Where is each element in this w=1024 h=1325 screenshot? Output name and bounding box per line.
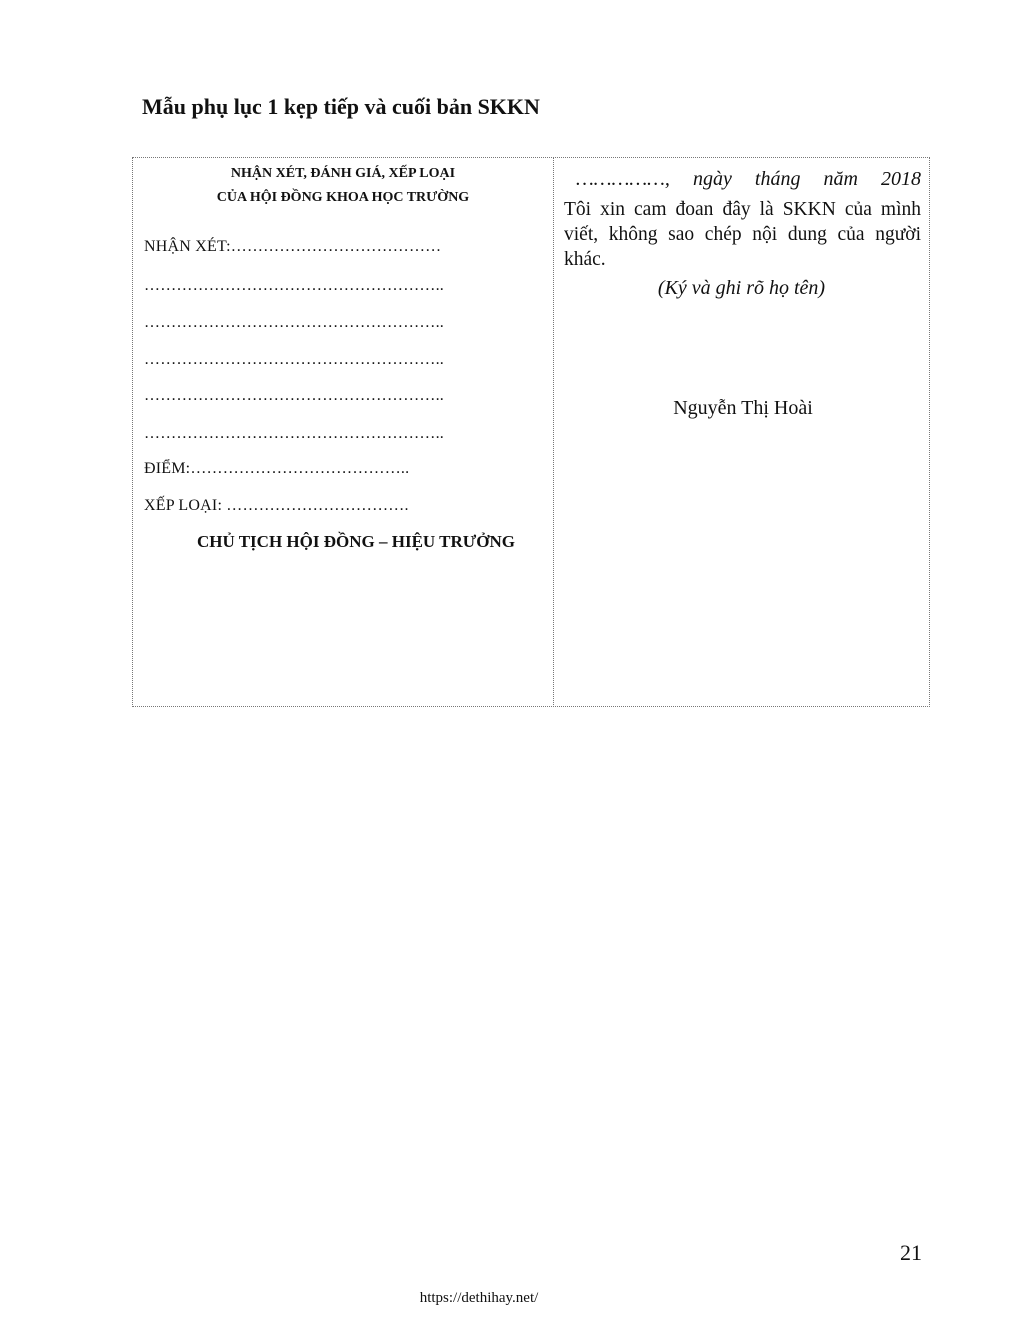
score-field: ĐIỂM:………………………………….. — [144, 460, 410, 477]
evaluation-heading: NHẬN XÉT, ĐÁNH GIÁ, XẾP LOẠI — [230, 166, 456, 181]
comment-dotted-line: ……………………………………………….. — [144, 425, 444, 442]
comment-field: NHẬN XÉT:………………………………… — [144, 238, 442, 255]
comment-dotted-line: ……………………………………………….. — [144, 314, 444, 331]
comment-dotted-line: ……………………………………………….. — [144, 351, 444, 368]
date-line: ……………, ngày tháng năm 2018 — [576, 168, 921, 190]
document-title: Mẫu phụ lục 1 kẹp tiếp và cuối bản SKKN — [142, 94, 540, 119]
council-evaluation-column — [133, 157, 553, 707]
signature-hint: (Ký và ghi rõ họ tên) — [657, 277, 826, 299]
council-heading: CỦA HỘI ĐỒNG KHOA HỌC TRƯỜNG — [216, 190, 470, 205]
author-declaration-column — [554, 157, 929, 707]
page-number: 21 — [900, 1240, 922, 1265]
footer-url[interactable]: https://dethihay.net/ — [419, 1290, 539, 1306]
declaration-text: Tôi xin cam đoan đây là SKKN của mình viết, không sao chép nội dung của người khác. — [564, 199, 921, 270]
comment-dotted-line: ……………………………………………….. — [144, 387, 444, 404]
rank-field: XẾP LOẠI: ……………………………. — [144, 497, 409, 514]
author-name: Nguyễn Thị Hoài — [673, 397, 813, 419]
comment-dotted-line: ……………………………………………….. — [144, 277, 444, 294]
chairman-signature-title: CHỦ TỊCH HỘI ĐỒNG – HIỆU TRƯỞNG — [197, 532, 516, 551]
